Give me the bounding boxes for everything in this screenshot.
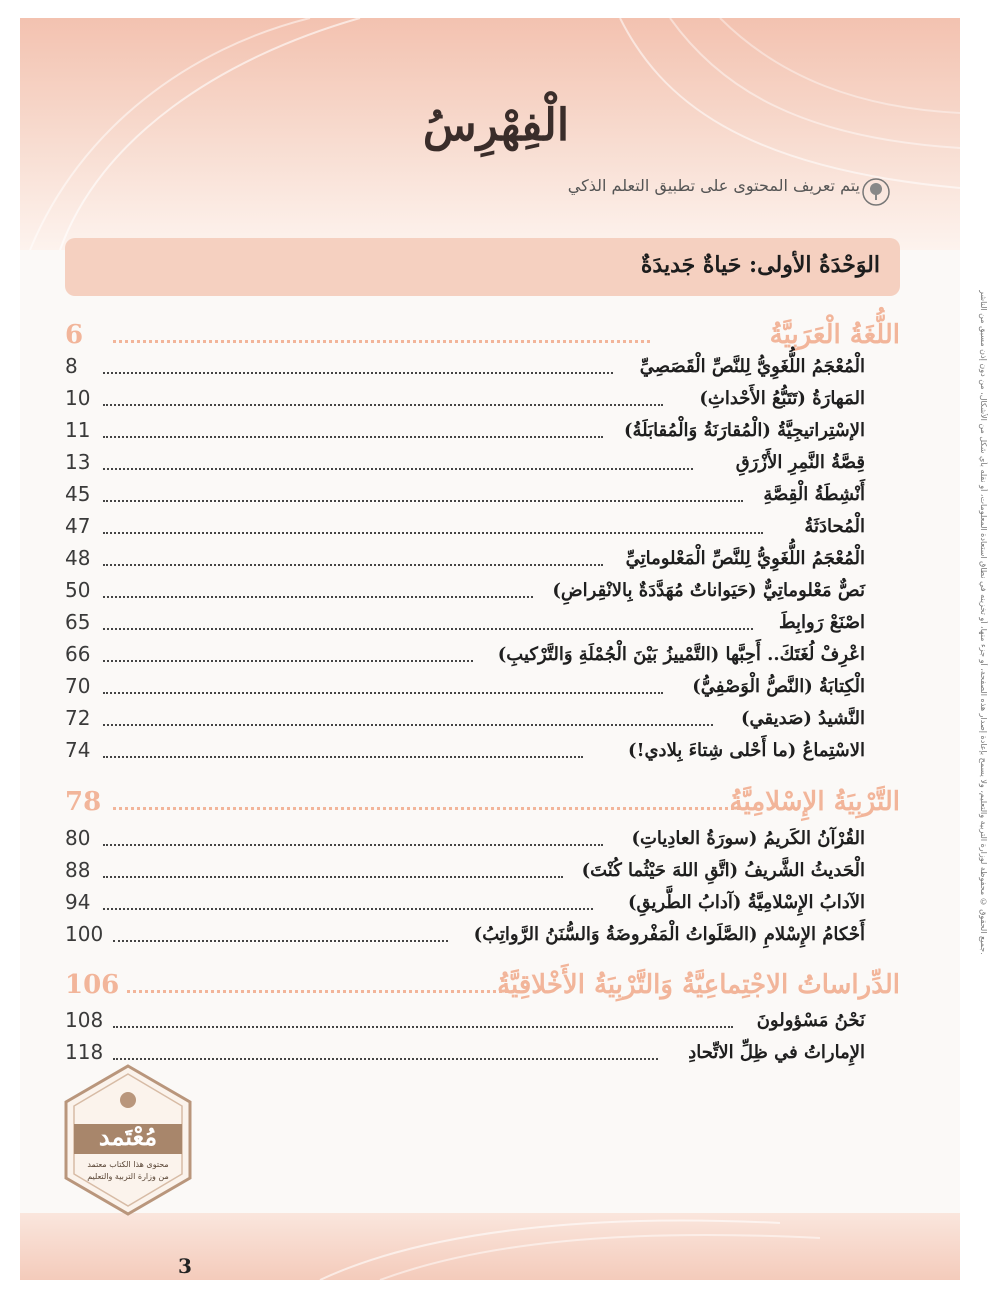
footer-swirls — [20, 1213, 960, 1280]
toc-title: نَصٌّ مَعْلوماتِيٌّ (حَيَواناتٌ مُهَدَّدَةٌ بِالانْقِراضِ) — [552, 580, 865, 601]
toc-title: النَّشيدُ (صَديقي) — [740, 708, 865, 729]
toc-title: أَحْكامُ الإِسْلامِ (الصَّلَواتُ الْمَفْروضَةُ وَالسُّنَنُ الرَّواتِبُ) — [473, 924, 865, 945]
dot-leader — [127, 990, 520, 993]
footer-band — [20, 1213, 960, 1280]
toc-title: أَنْشِطَةُ الْقِصَّةِ — [763, 484, 865, 505]
toc-title: اصْنَعْ رَوابِطَ — [778, 612, 865, 633]
dot-leader — [103, 876, 563, 878]
toc-page: 74 — [65, 738, 91, 762]
toc-row[interactable] — [65, 610, 865, 640]
toc-page: 72 — [65, 706, 91, 730]
smart-learning-note: يتم تعريف المحتوى على تطبيق التعلم الذكي — [567, 176, 860, 195]
section-page: 78 — [65, 787, 102, 817]
toc-row[interactable] — [65, 514, 865, 544]
toc-title: قِصَّةُ النَّمِرِ الأَزْرَقِ — [735, 452, 865, 473]
toc-row[interactable] — [65, 738, 865, 768]
toc-row[interactable] — [65, 858, 865, 888]
dot-leader — [103, 372, 613, 374]
dot-leader — [103, 724, 713, 726]
dot-leader — [103, 908, 593, 910]
toc-page: 13 — [65, 450, 91, 474]
dot-leader — [103, 596, 533, 598]
dot-leader — [113, 1026, 733, 1028]
toc-row[interactable] — [65, 354, 865, 384]
dot-leader — [113, 940, 448, 942]
toc-row[interactable] — [65, 482, 865, 512]
dot-leader — [103, 532, 763, 534]
page-number: 3 — [178, 1254, 192, 1278]
copyright-side-note: جميع الحقوق © محفوظة لوزارة التربية والتعليم، ولا يسمح بإعادة إصدار هذه الصفحة، أو جزء منها، أو تخزينه في نطاق استعادة المعلومات، أو نقله بأي شكل من الأشكال، من دون إذن مسبق من الناشر. — [979, 290, 988, 955]
dot-leader — [113, 807, 740, 810]
toc-title: الإسْتِراتيجِيَّةُ (الْمُقارَنَةُ وَالْمُقابَلَةُ) — [623, 420, 865, 441]
dot-leader — [113, 1058, 658, 1060]
toc-row[interactable] — [65, 922, 865, 952]
toc-title: الآدابُ الإِسْلامِيَّةُ (آدابُ الطَّريقِ) — [627, 892, 865, 913]
dot-leader — [103, 844, 603, 846]
toc-title: الْكِتابَةُ (النَّصُّ الْوَصْفِيُّ) — [692, 676, 865, 697]
toc-page: 94 — [65, 890, 91, 914]
unit-header — [65, 238, 900, 296]
toc-title: الإِماراتُ في ظِلِّ الاتِّحادِ — [688, 1042, 865, 1063]
toc-row[interactable] — [65, 578, 865, 608]
dot-leader — [103, 628, 753, 630]
toc-title: اعْرِفْ لُغَتَكَ.. أَحِبَّها (التَّمْييزُ بَيْنَ الْجُمْلَةِ وَالتَّرْكيبِ) — [497, 644, 865, 665]
dot-leader — [103, 468, 693, 470]
toc-title: الْمُعْجَمُ اللُّغَوِيُّ لِلنَّصِّ الْقَصَصِيِّ — [639, 356, 865, 377]
toc-row[interactable] — [65, 546, 865, 576]
toc-page: 80 — [65, 826, 91, 850]
section-title: الدِّراساتُ الاجْتِماعِيَّةُ وَالتَّرْبِيَةُ الأَخْلاقِيَّةُ — [497, 970, 900, 1000]
badge-label: مُعْتَمد — [98, 1122, 158, 1151]
badge-line-2: من وزارة التربية والتعليم — [87, 1172, 169, 1181]
page-title: الْفِهْرِسُ — [422, 100, 570, 151]
toc-page: 50 — [65, 578, 91, 602]
toc-page: 8 — [65, 354, 78, 378]
dot-leader — [103, 564, 603, 566]
toc-title: الاسْتِماعُ (ما أَحْلى شِتاءَ بِلادي!) — [628, 740, 865, 761]
toc-page: 108 — [65, 1008, 104, 1032]
toc-row[interactable] — [65, 450, 865, 480]
dot-leader — [113, 340, 650, 343]
toc-page: 65 — [65, 610, 91, 634]
toc-page: 47 — [65, 514, 91, 538]
toc-row[interactable] — [65, 706, 865, 736]
dot-leader — [103, 500, 743, 502]
dot-leader — [103, 436, 603, 438]
toc-page: 70 — [65, 674, 91, 698]
toc-page: 100 — [65, 922, 104, 946]
section-title: التَّرْبِيَةُ الإِسْلامِيَّةُ — [729, 787, 900, 817]
toc-page: 10 — [65, 386, 91, 410]
toc-row[interactable] — [65, 826, 865, 856]
toc-page: 66 — [65, 642, 91, 666]
toc-title: الْمُحادَثَةُ — [804, 516, 865, 537]
toc-title: نَحْنُ مَسْؤولونَ — [756, 1010, 865, 1031]
toc-title: الْمُعْجَمُ اللُّغَوِيُّ لِلنَّصِّ الْمَعْلوماتِيِّ — [625, 548, 865, 569]
section-page: 106 — [65, 970, 120, 1000]
emblem-icon — [120, 1092, 136, 1108]
toc-row[interactable] — [65, 890, 865, 920]
section-page: 6 — [65, 320, 84, 350]
toc-page: 88 — [65, 858, 91, 882]
toc-row[interactable] — [65, 418, 865, 448]
dot-leader — [103, 692, 663, 694]
dot-leader — [103, 660, 473, 662]
toc-page: 118 — [65, 1040, 104, 1064]
section-heading-social-studies[interactable] — [65, 970, 900, 1010]
toc-title: القُرْآنُ الكَريمُ (سورَةُ العادِياتِ) — [631, 828, 865, 849]
dot-leader — [103, 756, 583, 758]
toc-page: 45 — [65, 482, 91, 506]
tree-icon — [862, 178, 890, 206]
toc-row[interactable] — [65, 386, 865, 416]
section-title: اللُّغَةُ الْعَرَبِيَّةُ — [769, 320, 900, 350]
toc-row[interactable] — [65, 642, 865, 672]
toc-page: 48 — [65, 546, 91, 570]
dot-leader — [103, 404, 663, 406]
unit-title: الوَحْدَةُ الأولى: حَياةٌ جَديدَةٌ — [640, 252, 880, 278]
toc-page: 11 — [65, 418, 91, 442]
badge-line-1: محتوى هذا الكتاب معتمد — [87, 1160, 169, 1169]
toc-title: الْحَديثُ الشَّريفُ (اتَّقِ اللهَ حَيْثُما كُنْتَ) — [581, 860, 865, 881]
toc-row[interactable] — [65, 1008, 865, 1038]
toc-title: المَهارَةُ (تَتَبُّعُ الأَحْداثِ) — [699, 388, 865, 409]
toc-row[interactable] — [65, 674, 865, 704]
section-heading-islamic[interactable] — [65, 787, 900, 827]
